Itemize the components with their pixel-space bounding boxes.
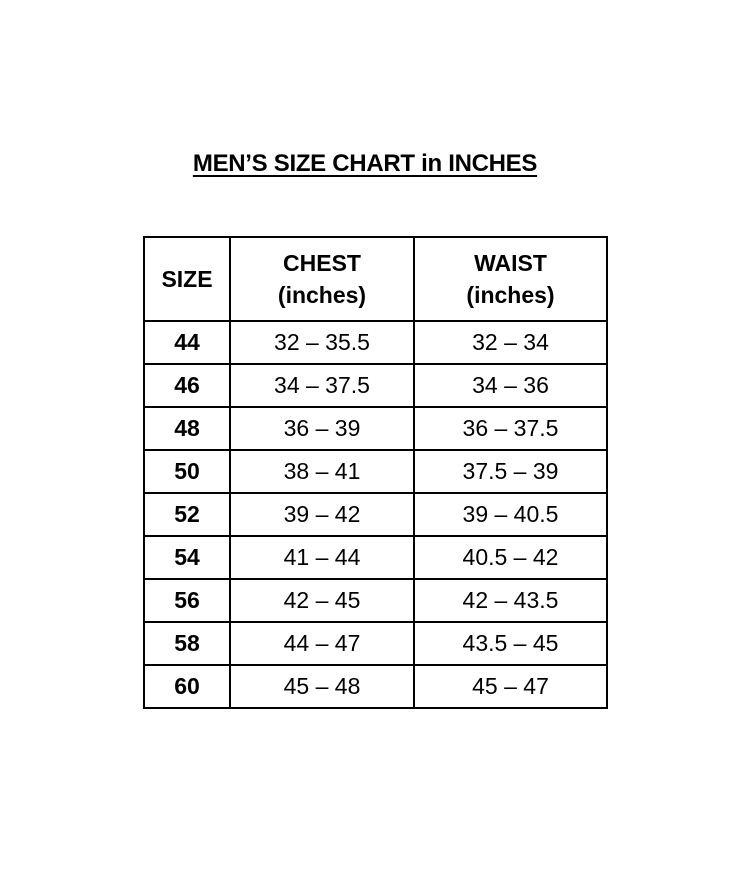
page-title: MEN’S SIZE CHART in INCHES	[192, 150, 538, 177]
size-cell: 44	[144, 321, 230, 364]
header-chest	[230, 237, 414, 321]
table-row	[144, 579, 607, 622]
chest-cell: 36 – 39	[230, 407, 414, 450]
size-cell: 48	[144, 407, 230, 450]
waist-cell: 43.5 – 45	[414, 622, 607, 665]
size-cell: 58	[144, 622, 230, 665]
header-chest-unit: (inches)	[277, 282, 367, 308]
waist-cell: 36 – 37.5	[414, 407, 607, 450]
waist-cell: 34 – 36	[414, 364, 607, 407]
header-waist	[414, 237, 607, 321]
table-row	[144, 450, 607, 493]
size-cell: 60	[144, 665, 230, 708]
chest-cell: 34 – 37.5	[230, 364, 414, 407]
header-size-label: SIZE	[161, 266, 213, 292]
table-row	[144, 536, 607, 579]
waist-cell: 45 – 47	[414, 665, 607, 708]
waist-cell: 37.5 – 39	[414, 450, 607, 493]
table-row	[144, 665, 607, 708]
table-row	[144, 493, 607, 536]
chest-cell: 38 – 41	[230, 450, 414, 493]
chest-cell: 41 – 44	[230, 536, 414, 579]
waist-cell: 39 – 40.5	[414, 493, 607, 536]
waist-cell: 40.5 – 42	[414, 536, 607, 579]
chest-cell: 32 – 35.5	[230, 321, 414, 364]
header-size	[144, 237, 230, 321]
table-row	[144, 622, 607, 665]
table-row	[144, 364, 607, 407]
header-waist-unit: (inches)	[466, 282, 555, 308]
table-row	[144, 321, 607, 364]
size-cell: 54	[144, 536, 230, 579]
header-waist-label: WAIST	[474, 250, 547, 276]
chest-cell: 45 – 48	[230, 665, 414, 708]
size-cell: 46	[144, 364, 230, 407]
chest-cell: 44 – 47	[230, 622, 414, 665]
size-cell: 56	[144, 579, 230, 622]
table-row	[144, 407, 607, 450]
table-header-row	[144, 237, 607, 321]
chest-cell: 42 – 45	[230, 579, 414, 622]
size-cell: 50	[144, 450, 230, 493]
chest-cell: 39 – 42	[230, 493, 414, 536]
waist-cell: 42 – 43.5	[414, 579, 607, 622]
header-chest-label: CHEST	[283, 250, 361, 276]
size-cell: 52	[144, 493, 230, 536]
size-chart-table	[143, 236, 608, 709]
waist-cell: 32 – 34	[414, 321, 607, 364]
